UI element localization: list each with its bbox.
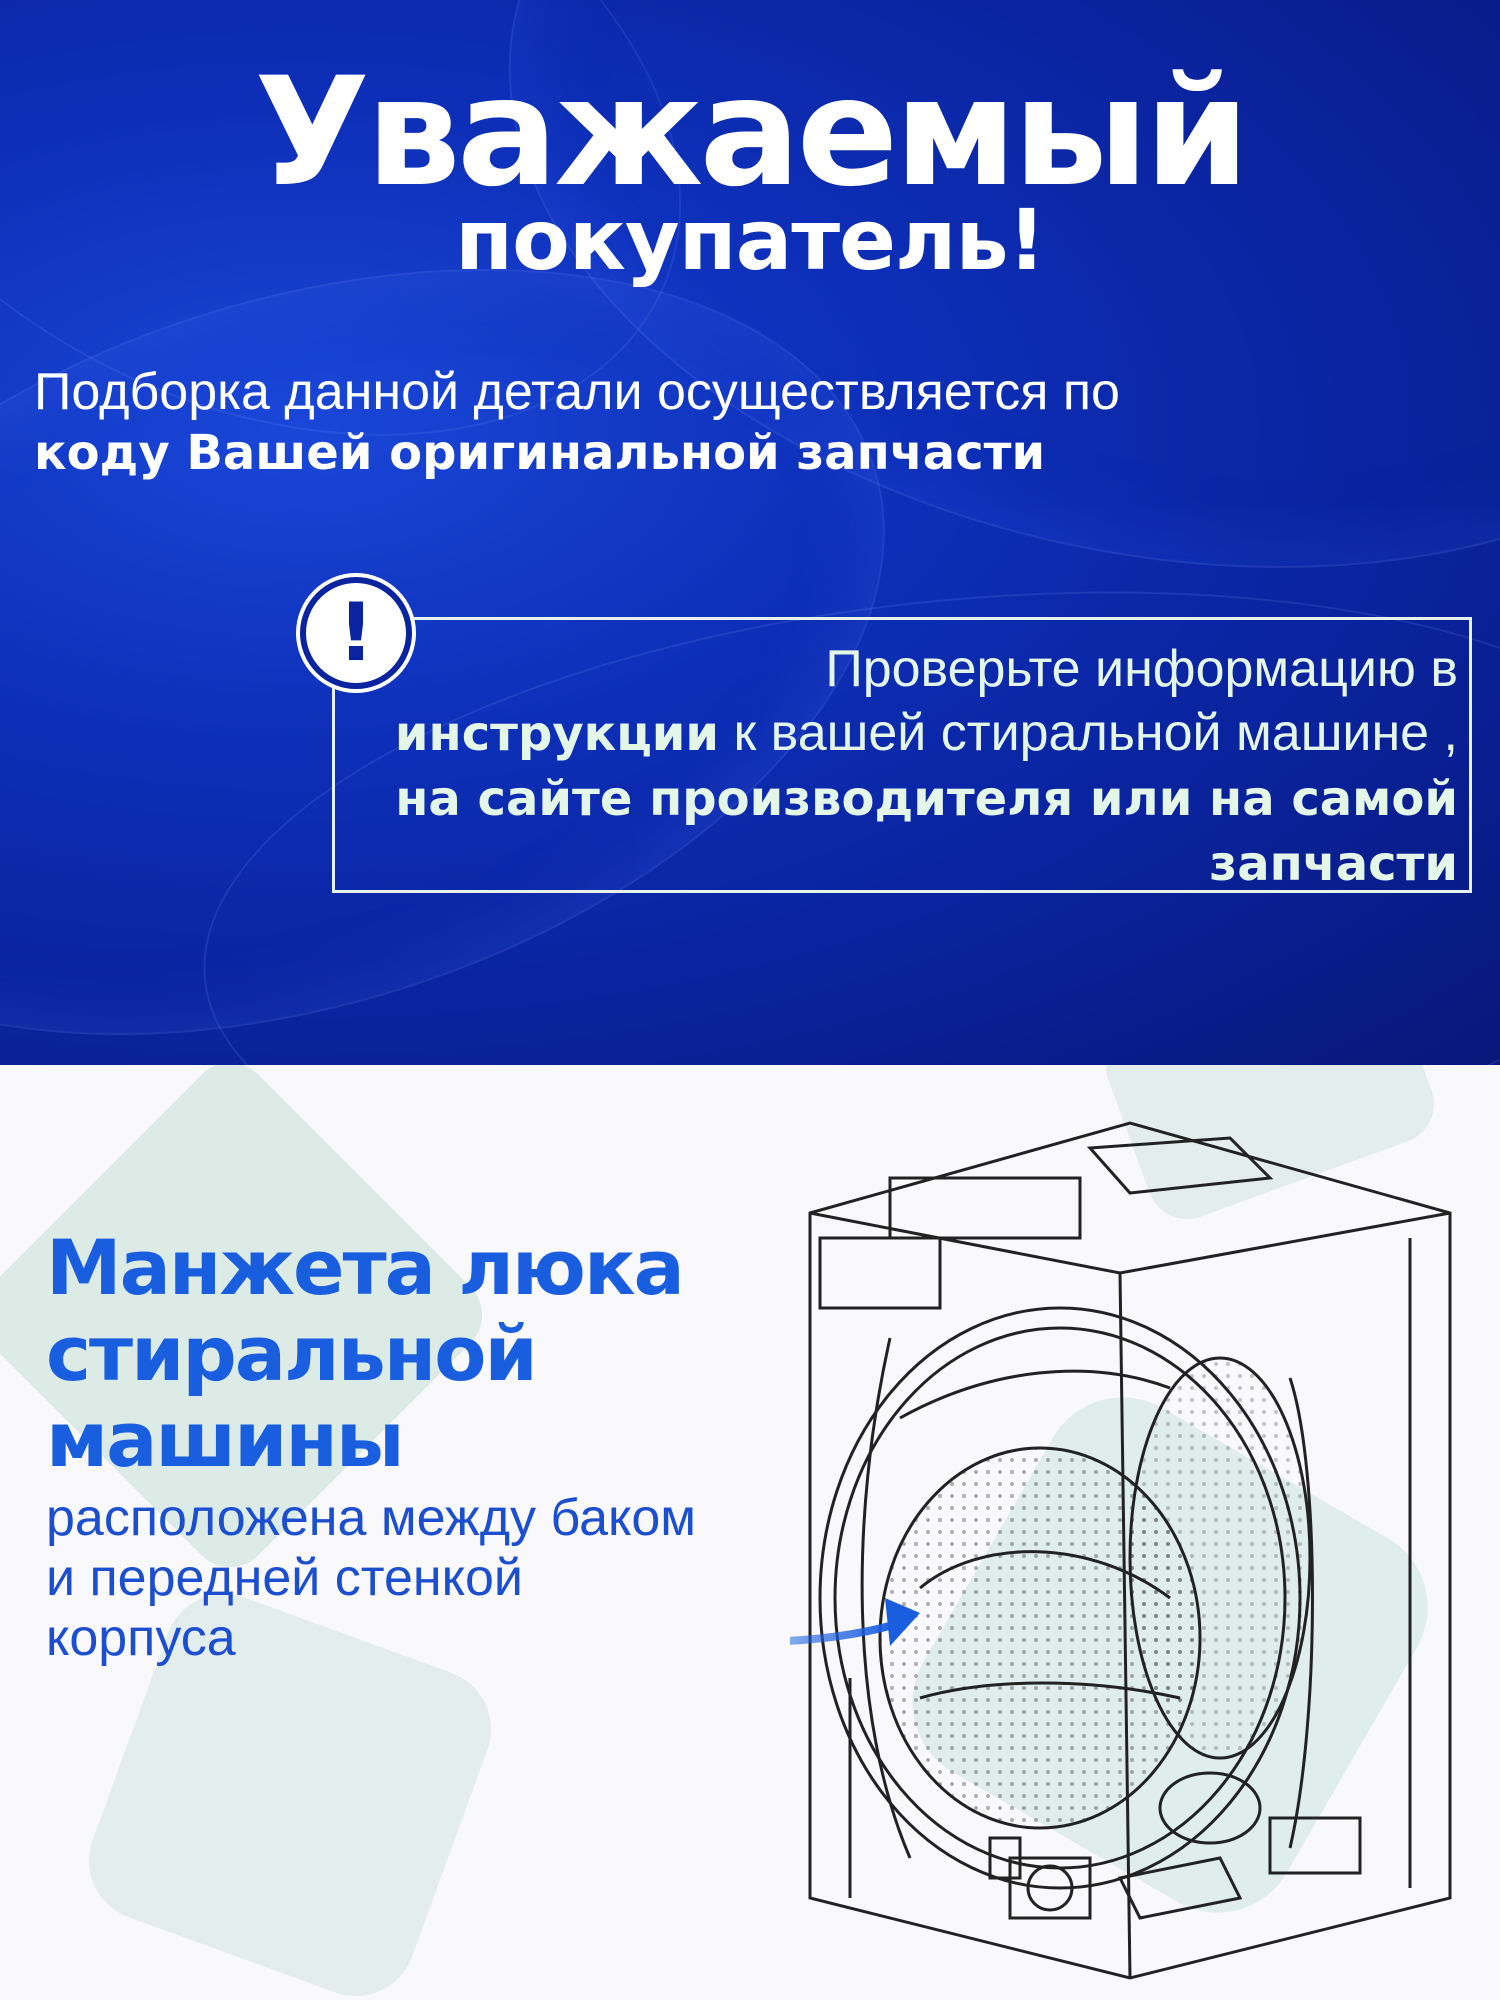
product-description: расположена между баком и передней стенкой корпуса	[46, 1489, 696, 1667]
intro-bold: коду Вашей оригинальной запчасти	[34, 425, 1046, 481]
washing-machine-diagram	[790, 1118, 1480, 1980]
page-subtitle: покупатель!	[455, 191, 1045, 289]
intro-regular: Подборка данной детали осуществляется по	[34, 363, 1120, 421]
page-title: Уважаемый	[254, 46, 1246, 220]
notice-bold1: инструкции	[394, 706, 720, 762]
intro-text	[34, 362, 1134, 483]
exclamation-symbol: !	[337, 586, 375, 679]
notice-bold2: на сайте производителя или на самой запчасти	[395, 771, 1458, 892]
notice-text	[338, 637, 1458, 896]
notice-part2: к вашей стиральной машине ,	[719, 704, 1458, 762]
notice-part1: Проверьте информацию в	[825, 640, 1458, 698]
product-title: Манжета люка стиральной машины	[46, 1223, 683, 1484]
